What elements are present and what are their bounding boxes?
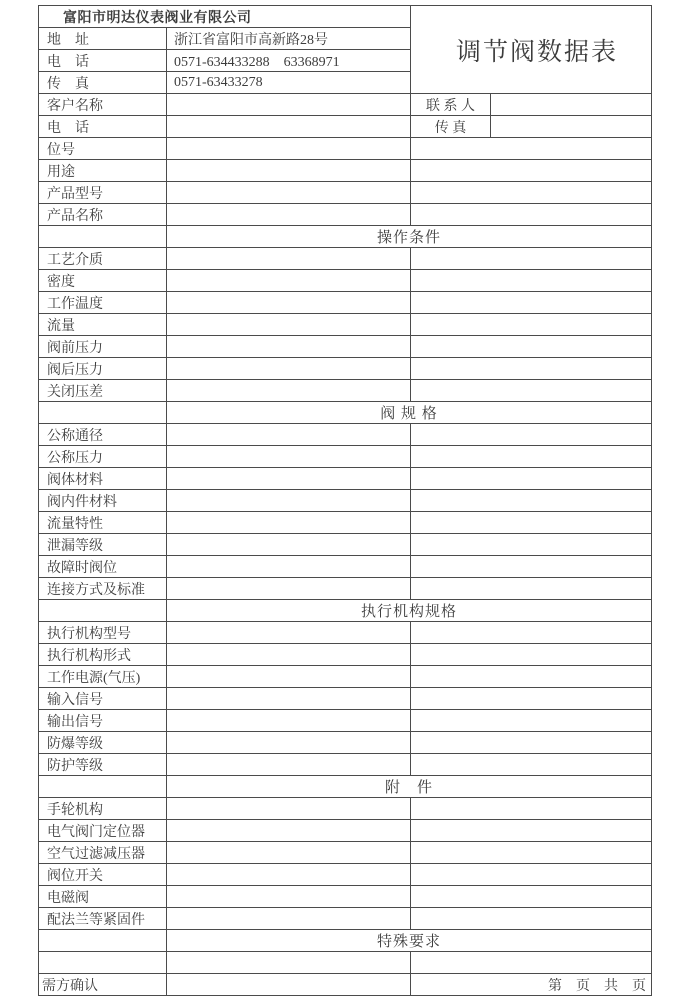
table-row (39, 622, 652, 644)
field-value-right (411, 380, 652, 402)
field-value-left (167, 798, 411, 820)
field-value-right (411, 424, 652, 446)
table-row (39, 270, 652, 292)
field-value-right (411, 688, 652, 710)
phone-label: 电 话 (39, 50, 167, 72)
field-value-left (167, 204, 411, 226)
table-row (39, 732, 652, 754)
field-value-right (411, 842, 652, 864)
field-value-right (411, 578, 652, 600)
section-title-accessories: 附 件 (167, 776, 652, 798)
field-label: 流量特性 (39, 512, 167, 534)
table-row (39, 512, 652, 534)
table-row (39, 578, 652, 600)
field-value-left (167, 710, 411, 732)
field-value-left (167, 622, 411, 644)
field-value-left (167, 138, 411, 160)
field-value-right (411, 314, 652, 336)
company-row (39, 6, 652, 28)
table-row (39, 248, 652, 270)
table-row (39, 314, 652, 336)
field-value-left (167, 666, 411, 688)
field-value-left (167, 424, 411, 446)
page-number-label: 第 页 共 页 (411, 974, 652, 996)
field-label: 阀体材料 (39, 468, 167, 490)
customer-name-value (167, 94, 411, 116)
datasheet-table (38, 5, 652, 996)
customer-phone-row (39, 116, 652, 138)
field-value-right (411, 952, 652, 974)
field-value-right (411, 336, 652, 358)
field-label-empty (39, 952, 167, 974)
field-value-left (167, 446, 411, 468)
field-value-right (411, 248, 652, 270)
section-spacer (39, 600, 167, 622)
field-value-right (411, 644, 652, 666)
customer-fax-value (491, 116, 652, 138)
field-label-product-model: 产品型号 (39, 182, 167, 204)
contact-person-value (491, 94, 652, 116)
fax-label: 传 真 (39, 72, 167, 94)
section-title-valve-spec: 阀 规 格 (167, 402, 652, 424)
table-row (39, 380, 652, 402)
table-row (39, 688, 652, 710)
field-label: 配法兰等紧固件 (39, 908, 167, 930)
field-label-purpose: 用途 (39, 160, 167, 182)
customer-fax-label: 传 真 (411, 116, 491, 138)
field-value-right (411, 666, 652, 688)
field-value-left (167, 358, 411, 380)
sheet-title: 调节阀数据表 (411, 6, 652, 94)
table-row (39, 490, 652, 512)
table-row (39, 820, 652, 842)
table-row (39, 424, 652, 446)
field-label: 关闭压差 (39, 380, 167, 402)
field-value-left (167, 270, 411, 292)
field-label: 阀后压力 (39, 358, 167, 380)
field-value-right (411, 512, 652, 534)
field-value-left (167, 468, 411, 490)
table-row (39, 358, 652, 380)
field-value-left (167, 754, 411, 776)
customer-phone-label: 电 话 (39, 116, 167, 138)
field-value-left (167, 578, 411, 600)
section-row (39, 600, 652, 622)
field-value-left (167, 336, 411, 358)
table-row (39, 908, 652, 930)
field-value-left (167, 182, 411, 204)
table-row (39, 336, 652, 358)
table-row (39, 534, 652, 556)
table-row (39, 182, 652, 204)
field-value-left (167, 952, 411, 974)
table-row (39, 468, 652, 490)
table-row (39, 292, 652, 314)
field-value-right (411, 292, 652, 314)
field-value-right (411, 446, 652, 468)
section-row (39, 776, 652, 798)
field-value-left (167, 886, 411, 908)
table-row (39, 644, 652, 666)
field-label: 电气阀门定位器 (39, 820, 167, 842)
field-value-right (411, 556, 652, 578)
field-label: 流量 (39, 314, 167, 336)
address-value: 浙江省富阳市高新路28号 (167, 28, 411, 50)
section-row (39, 226, 652, 248)
field-label: 电磁阀 (39, 886, 167, 908)
field-value-right (411, 182, 652, 204)
field-value-right (411, 864, 652, 886)
field-label: 执行机构型号 (39, 622, 167, 644)
field-value-left (167, 380, 411, 402)
field-label: 工艺介质 (39, 248, 167, 270)
field-value-right (411, 270, 652, 292)
table-row (39, 886, 652, 908)
table-row (39, 446, 652, 468)
table-row (39, 710, 652, 732)
field-value-right (411, 798, 652, 820)
table-row (39, 754, 652, 776)
field-value-left (167, 732, 411, 754)
contact-person-label: 联 系 人 (411, 94, 491, 116)
field-value-left (167, 820, 411, 842)
address-label: 地 址 (39, 28, 167, 50)
field-value-right (411, 732, 652, 754)
table-row (39, 556, 652, 578)
field-label: 公称压力 (39, 446, 167, 468)
field-value-left (167, 534, 411, 556)
field-value-right (411, 710, 652, 732)
table-row (39, 666, 652, 688)
table-row (39, 842, 652, 864)
section-spacer (39, 402, 167, 424)
field-label: 阀内件材料 (39, 490, 167, 512)
table-row (39, 952, 652, 974)
field-label: 密度 (39, 270, 167, 292)
field-label-product-name: 产品名称 (39, 204, 167, 226)
field-label: 公称通径 (39, 424, 167, 446)
field-label: 工作温度 (39, 292, 167, 314)
customer-name-row (39, 94, 652, 116)
section-spacer (39, 930, 167, 952)
field-value-right (411, 886, 652, 908)
field-label: 防护等级 (39, 754, 167, 776)
field-value-left (167, 842, 411, 864)
field-value-left (167, 864, 411, 886)
field-label: 输出信号 (39, 710, 167, 732)
buyer-confirm-label: 需方确认 (39, 974, 167, 996)
field-label: 执行机构形式 (39, 644, 167, 666)
section-row (39, 930, 652, 952)
field-value-left (167, 688, 411, 710)
field-label: 空气过滤减压器 (39, 842, 167, 864)
field-value-left (167, 490, 411, 512)
section-spacer (39, 226, 167, 248)
footer-row (39, 974, 652, 996)
field-label: 工作电源(气压) (39, 666, 167, 688)
field-value-left (167, 292, 411, 314)
field-value-right (411, 468, 652, 490)
buyer-confirm-value (167, 974, 411, 996)
field-value-left (167, 160, 411, 182)
table-row (39, 204, 652, 226)
field-value-right (411, 534, 652, 556)
field-label: 故障时阀位 (39, 556, 167, 578)
field-label: 阀前压力 (39, 336, 167, 358)
customer-name-label: 客户名称 (39, 94, 167, 116)
field-value-right (411, 908, 652, 930)
field-label: 防爆等级 (39, 732, 167, 754)
field-value-left (167, 314, 411, 336)
table-row (39, 138, 652, 160)
field-value-right (411, 358, 652, 380)
field-label: 输入信号 (39, 688, 167, 710)
field-value-left (167, 644, 411, 666)
field-value-left (167, 248, 411, 270)
field-value-left (167, 908, 411, 930)
field-value-left (167, 556, 411, 578)
field-value-right (411, 820, 652, 842)
phone-value: 0571-634433288 63368971 (167, 50, 411, 72)
field-label: 手轮机构 (39, 798, 167, 820)
field-value-right (411, 490, 652, 512)
table-row (39, 160, 652, 182)
section-title-actuator-spec: 执行机构规格 (167, 600, 652, 622)
field-value-right (411, 754, 652, 776)
fax-value: 0571-63433278 (167, 72, 411, 94)
field-label: 阀位开关 (39, 864, 167, 886)
field-label: 泄漏等级 (39, 534, 167, 556)
table-row (39, 864, 652, 886)
field-value-right (411, 160, 652, 182)
field-value-right (411, 138, 652, 160)
section-title-operating-conditions: 操作条件 (167, 226, 652, 248)
customer-phone-value (167, 116, 411, 138)
table-row (39, 798, 652, 820)
field-label: 连接方式及标准 (39, 578, 167, 600)
section-title-special-requirements: 特殊要求 (167, 930, 652, 952)
field-value-left (167, 512, 411, 534)
field-label-tag-number: 位号 (39, 138, 167, 160)
company-name: 富阳市明达仪表阀业有限公司 (39, 6, 411, 28)
section-row (39, 402, 652, 424)
section-spacer (39, 776, 167, 798)
field-value-right (411, 622, 652, 644)
field-value-right (411, 204, 652, 226)
